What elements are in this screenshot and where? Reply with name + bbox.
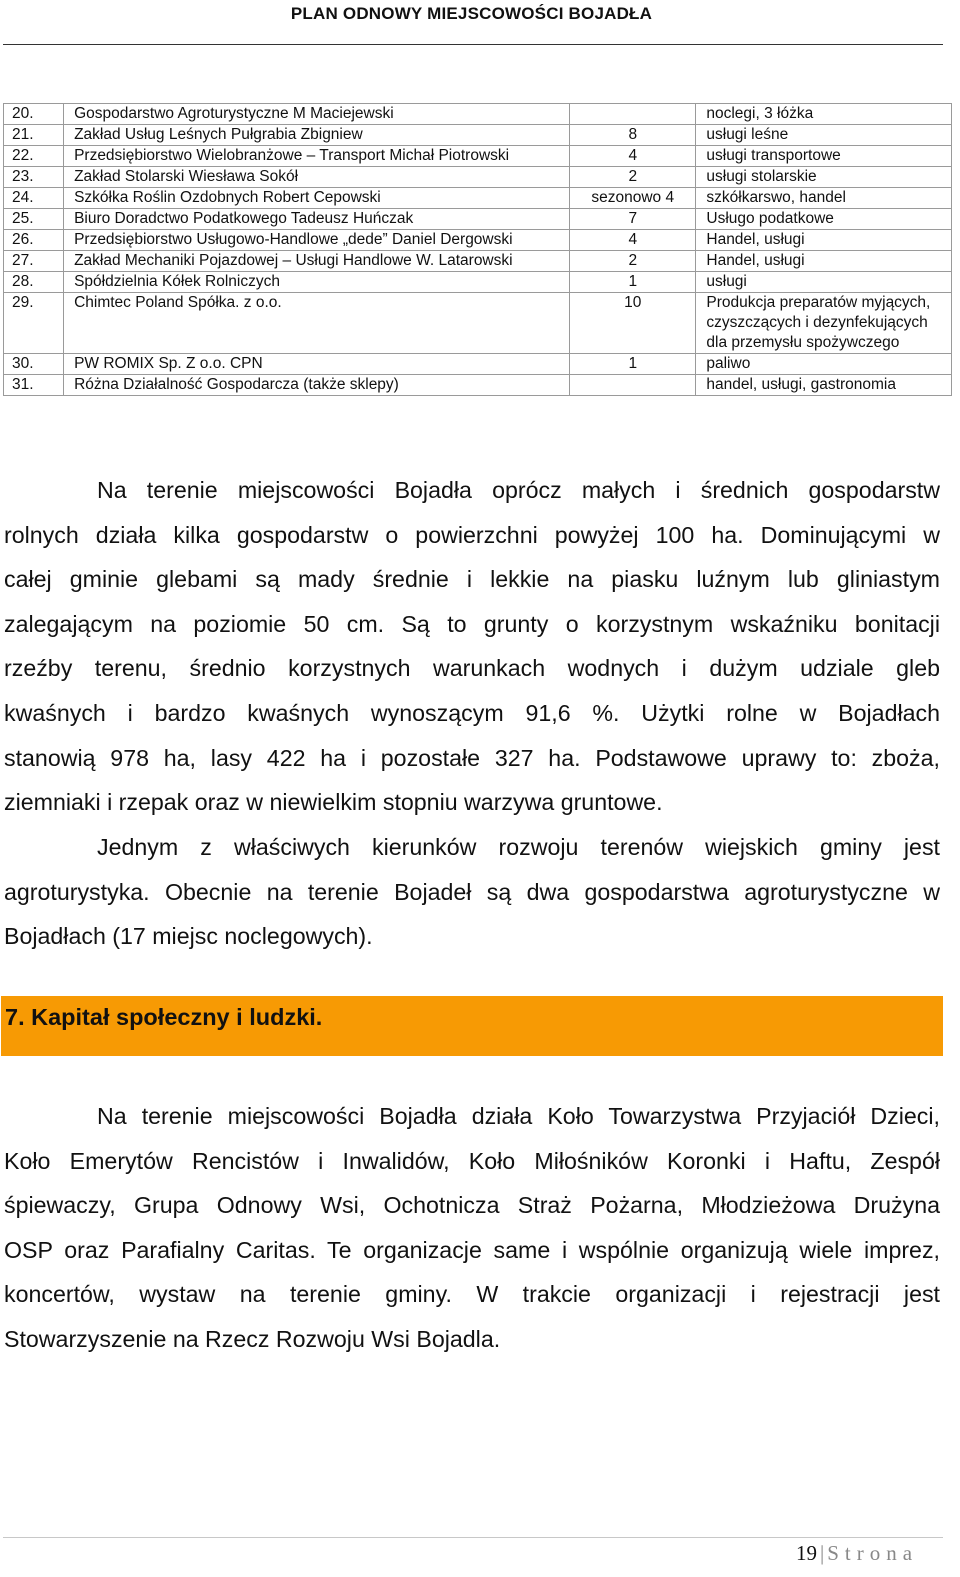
footer-divider <box>3 1537 943 1538</box>
row-number: 24. <box>4 188 64 209</box>
section-heading-bar <box>1 996 943 1056</box>
employee-count: 1 <box>570 272 696 293</box>
business-table <box>3 103 952 396</box>
table-row <box>4 293 952 354</box>
table-row <box>4 354 952 375</box>
activity-type: usługi leśne <box>696 125 952 146</box>
footer-separator: | <box>820 1541 825 1565</box>
paragraph-agrotourism <box>4 825 940 959</box>
section-title: 7. Kapitał społeczny i ludzki. <box>5 1004 323 1030</box>
company-name: Przedsiębiorstwo Usługowo-Handlowe „dede” Daniel Dergowski <box>64 230 570 251</box>
employee-count: 7 <box>570 209 696 230</box>
paragraph-social-capital <box>4 1094 940 1362</box>
employee-count: 8 <box>570 125 696 146</box>
employee-count: 4 <box>570 146 696 167</box>
activity-type: noclegi, 3 łóżka <box>696 104 952 125</box>
row-number: 30. <box>4 354 64 375</box>
company-name: Różna Działalność Gospodarcza (także sklepy) <box>64 375 570 396</box>
page-footer <box>796 1541 918 1566</box>
table-row <box>4 125 952 146</box>
row-number: 23. <box>4 167 64 188</box>
row-number: 29. <box>4 293 64 354</box>
company-name: Zakład Usług Leśnych Pułgrabia Zbigniew <box>64 125 570 146</box>
employee-count: 2 <box>570 251 696 272</box>
row-number: 22. <box>4 146 64 167</box>
table-row <box>4 188 952 209</box>
row-number: 28. <box>4 272 64 293</box>
activity-type: Usługo podatkowe <box>696 209 952 230</box>
paragraph-line: kwaśnych i bardzo kwaśnych wynoszącym 91,6 %. Użytki rolne w Bojadłach <box>4 699 940 726</box>
row-number: 27. <box>4 251 64 272</box>
paragraph-agriculture <box>4 468 940 825</box>
activity-type: usługi transportowe <box>696 146 952 167</box>
table-row <box>4 104 952 125</box>
company-name: Szkółka Roślin Ozdobnych Robert Cepowski <box>64 188 570 209</box>
table-row <box>4 167 952 188</box>
activity-type: paliwo <box>696 354 952 375</box>
table-row <box>4 272 952 293</box>
activity-type: szkółkarswo, handel <box>696 188 952 209</box>
employee-count: 2 <box>570 167 696 188</box>
activity-type: Handel, usługi <box>696 251 952 272</box>
paragraph-line: Jednym z właściwych kierunków rozwoju terenów wiejskich gminy jest <box>97 834 940 860</box>
paragraph-line: OSP oraz Parafialny Caritas. Te organizacje same i wspólnie organizują wiele imprez, <box>4 1236 940 1263</box>
table-row <box>4 251 952 272</box>
table-row <box>4 230 952 251</box>
company-name: Spółdzielnia Kółek Rolniczych <box>64 272 570 293</box>
activity-type: Produkcja preparatów myjących, czyszczących i dezynfekujących dla przemysłu spożywczego <box>696 293 952 354</box>
company-name: Zakład Stolarski Wiesława Sokół <box>64 167 570 188</box>
paragraph-line: zalegającym na poziomie 50 cm. Są to grunty o korzystnym wskaźniku bonitacji <box>4 610 940 637</box>
activity-type: usługi <box>696 272 952 293</box>
paragraph-line: Bojadłach (17 miejsc noclegowych). <box>4 923 373 950</box>
activity-type: usługi stolarskie <box>696 167 952 188</box>
page-number: 19 <box>796 1541 817 1565</box>
paragraph-line: stanowią 978 ha, lasy 422 ha i pozostałe 327 ha. Podstawowe uprawy to: zboża, <box>4 744 940 771</box>
row-number: 26. <box>4 230 64 251</box>
paragraph-line: Na terenie miejscowości Bojadła działa Koło Towarzystwa Przyjaciół Dzieci, <box>97 1103 940 1129</box>
row-number: 25. <box>4 209 64 230</box>
employee-count: sezonowo 4 <box>570 188 696 209</box>
company-name: Biuro Doradctwo Podatkowego Tadeusz Huńczak <box>64 209 570 230</box>
row-number: 21. <box>4 125 64 146</box>
company-name: Przedsiębiorstwo Wielobranżowe – Transport Michał Piotrowski <box>64 146 570 167</box>
paragraph-line: koncertów, wystaw na terenie gminy. W trakcie organizacji i rejestracji jest <box>4 1281 940 1308</box>
paragraph-line: śpiewaczy, Grupa Odnowy Wsi, Ochotnicza Straż Pożarna, Młodzieżowa Drużyna <box>4 1192 940 1219</box>
employee-count <box>570 104 696 125</box>
table-row <box>4 209 952 230</box>
employee-count <box>570 375 696 396</box>
table-row <box>4 375 952 396</box>
table-row <box>4 146 952 167</box>
company-name: Gospodarstwo Agroturystyczne M Maciejewski <box>64 104 570 125</box>
page-header-title: PLAN ODNOWY MIEJSCOWOŚCI BOJADŁA <box>290 4 653 23</box>
activity-type: handel, usługi, gastronomia <box>696 375 952 396</box>
paragraph-line: agroturystyka. Obecnie na terenie Bojadeł są dwa gospodarstwa agroturystyczne w <box>4 878 940 905</box>
header-divider <box>3 44 943 45</box>
paragraph-line: rolnych działa kilka gospodarstw o powierzchni powyżej 100 ha. Dominującymi w <box>4 521 940 548</box>
paragraph-line: Na terenie miejscowości Bojadła oprócz małych i średnich gospodarstw <box>97 477 940 503</box>
footer-page-word: Strona <box>827 1541 919 1565</box>
employee-count: 10 <box>570 293 696 354</box>
company-name: PW ROMIX Sp. Z o.o. CPN <box>64 354 570 375</box>
paragraph-line: Koło Emerytów Rencistów i Inwalidów, Koło Miłośników Koronki i Haftu, Zespół <box>4 1147 940 1174</box>
company-name: Chimtec Poland Spółka. z o.o. <box>64 293 570 354</box>
row-number: 31. <box>4 375 64 396</box>
employee-count: 4 <box>570 230 696 251</box>
paragraph-line: całej gminie glebami są mady średnie i lekkie na piasku luźnym lub gliniastym <box>4 566 940 593</box>
employee-count: 1 <box>570 354 696 375</box>
activity-type: Handel, usługi <box>696 230 952 251</box>
paragraph-line: Stowarzyszenie na Rzecz Rozwoju Wsi Bojadla. <box>4 1325 501 1352</box>
paragraph-line: rzeźby terenu, średnio korzystnych warunkach wodnych i dużym udziale gleb <box>4 655 940 682</box>
paragraph-line: ziemniaki i rzepak oraz w niewielkim stopniu warzywa gruntowe. <box>4 789 663 816</box>
row-number: 20. <box>4 104 64 125</box>
company-name: Zakład Mechaniki Pojazdowej – Usługi Handlowe W. Latarowski <box>64 251 570 272</box>
